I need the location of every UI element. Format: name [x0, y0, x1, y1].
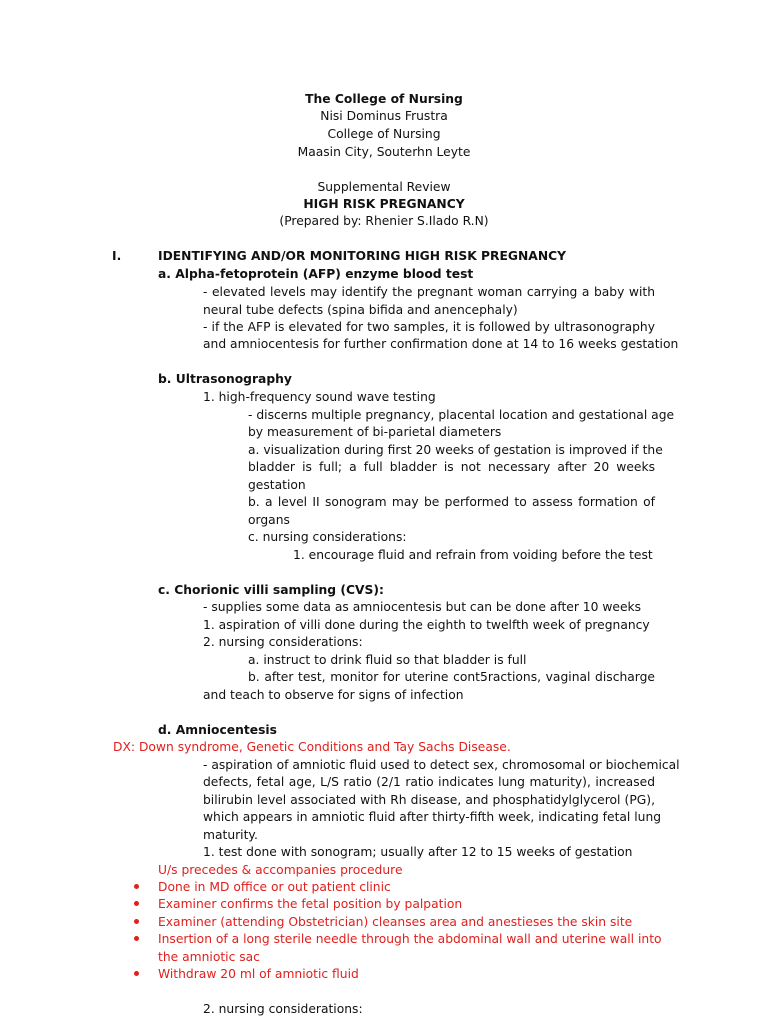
topic-title: HIGH RISK PREGNANCY: [303, 197, 465, 211]
college-line: College of Nursing: [327, 127, 441, 141]
ultra-text-line: 1. encourage fluid and refrain from voiding before the test: [293, 548, 653, 562]
ultra-text-line: gestation: [248, 478, 306, 492]
bullet-icon: [134, 901, 139, 906]
us-note: U/s precedes & accompanies procedure: [158, 863, 403, 877]
afp-text-line: and amniocentesis for further confirmation done at 14 to 16 weeks gestation: [203, 337, 679, 351]
section-title: IDENTIFYING AND/OR MONITORING HIGH RISK PREGNANCY: [158, 249, 567, 263]
amnio-text-line: which appears in amniotic fluid after thirty-fifth week, indicating fetal lung: [203, 810, 662, 824]
amnio-bullet: Examiner confirms the fetal position by palpation: [158, 897, 463, 911]
ultra-text-line: by measurement of bi-parietal diameters: [248, 425, 502, 439]
amnio-text-line: 1. test done with sonogram; usually after 12 to 15 weeks of gestation: [203, 845, 633, 859]
cvs-text-line: b. after test, monitor for uterine cont5ractions, vaginal discharge: [248, 670, 655, 684]
amnio-bullet-continuation: the amniotic sac: [158, 950, 260, 964]
afp-text-line: - elevated levels may identify the pregnant woman carrying a baby with: [203, 285, 655, 299]
afp-heading: a. Alpha-fetoprotein (AFP) enzyme blood test: [158, 267, 474, 281]
cvs-text-line: 1. aspiration of villi done during the eighth to twelfth week of pregnancy: [203, 618, 650, 632]
address-line: Maasin City, Souterhn Leyte: [297, 145, 471, 159]
cvs-text-line: 2. nursing considerations:: [203, 635, 363, 649]
bullet-icon: [134, 884, 139, 889]
section-numeral: I.: [112, 249, 122, 263]
college-name: The College of Nursing: [305, 92, 463, 106]
ultra-text-line: organs: [248, 513, 290, 527]
cvs-text-line: a. instruct to drink fluid so that bladder is full: [248, 653, 527, 667]
amnio-bullet: Examiner (attending Obstetrician) cleanses area and anestieses the skin site: [158, 915, 633, 929]
bullet-icon: [134, 936, 139, 941]
cvs-text-line: - supplies some data as amniocentesis but can be done after 10 weeks: [203, 600, 642, 614]
ultra-text-line: a. visualization during first 20 weeks of gestation is improved if the: [248, 443, 663, 457]
afp-text-line: - if the AFP is elevated for two samples, it is followed by ultrasonography: [203, 320, 655, 334]
amnio-text-line: bilirubin level associated with Rh disease, and phosphatidylglycerol (PG),: [203, 793, 655, 807]
amnio-text-line: 2. nursing considerations:: [203, 1002, 363, 1016]
amnio-bullet: Withdraw 20 ml of amniotic fluid: [158, 967, 359, 981]
motto: Nisi Dominus Frustra: [320, 109, 448, 123]
ultra-item: 1. high-frequency sound wave testing: [203, 390, 436, 404]
ultra-text-line: c. nursing considerations:: [248, 530, 407, 544]
amnio-text-line: - aspiration of amniotic fluid used to detect sex, chromosomal or biochemical: [203, 758, 680, 772]
bullet-icon: [134, 971, 139, 976]
cvs-text-line: and teach to observe for signs of infection: [203, 688, 464, 702]
amnio-text-line: defects, fetal age, L/S ratio (2/1 ratio indicates lung maturity), increased: [203, 775, 655, 789]
amnio-bullet: Done in MD office or out patient clinic: [158, 880, 391, 894]
cvs-heading: c. Chorionic villi sampling (CVS):: [158, 583, 384, 597]
ultra-text-line: b. a level II sonogram may be performed to assess formation of: [248, 495, 655, 509]
dx-note: DX: Down syndrome, Genetic Conditions and Tay Sachs Disease.: [113, 740, 511, 754]
prepared-by: (Prepared by: Rhenier S.Ilado R.N): [279, 214, 489, 228]
afp-text-line: neural tube defects (spina bifida and anencephaly): [203, 303, 518, 317]
ultrasonography-heading: b. Ultrasonography: [158, 372, 292, 386]
ultra-text-line: - discerns multiple pregnancy, placental location and gestational age: [248, 408, 675, 422]
amniocentesis-heading: d. Amniocentesis: [158, 723, 277, 737]
ultra-text-line: bladder is full; a full bladder is not necessary after 20 weeks: [248, 460, 655, 474]
review-type: Supplemental Review: [317, 180, 451, 194]
amnio-bullet: Insertion of a long sterile needle through the abdominal wall and uterine wall into: [158, 932, 662, 946]
bullet-icon: [134, 919, 139, 924]
amnio-text-line: maturity.: [203, 828, 258, 842]
